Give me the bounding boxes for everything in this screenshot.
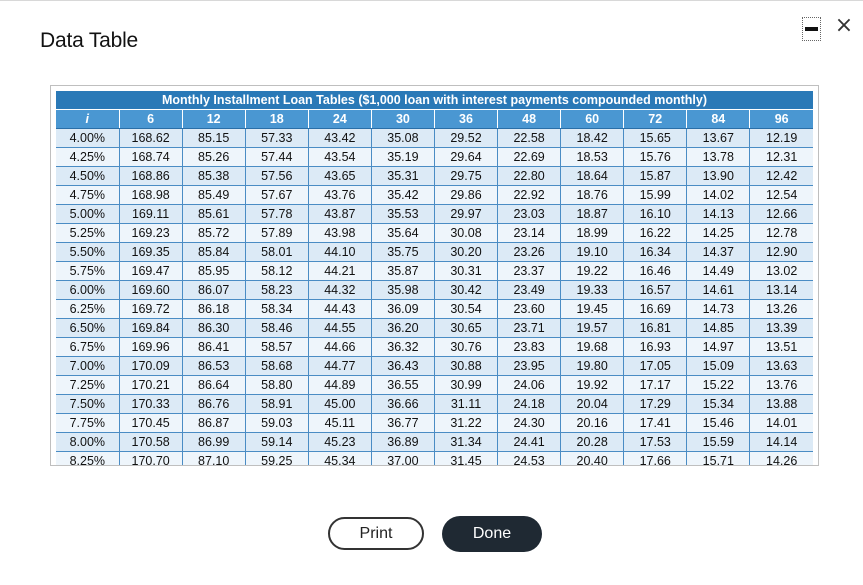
payment-cell: 36.32 [371, 337, 434, 356]
payment-cell: 12.78 [750, 223, 813, 242]
rate-cell: 6.25% [56, 299, 119, 318]
payment-cell: 57.56 [245, 166, 308, 185]
table-row [56, 166, 813, 185]
payment-cell: 23.71 [498, 318, 561, 337]
rate-cell: 7.00% [56, 356, 119, 375]
payment-cell: 19.80 [561, 356, 624, 375]
payment-cell: 86.18 [182, 299, 245, 318]
payment-cell: 168.98 [119, 185, 182, 204]
rate-cell: 5.00% [56, 204, 119, 223]
payment-cell: 18.99 [561, 223, 624, 242]
payment-cell: 23.14 [498, 223, 561, 242]
payment-cell: 18.76 [561, 185, 624, 204]
payment-cell: 85.61 [182, 204, 245, 223]
payment-cell: 43.98 [308, 223, 371, 242]
payment-cell: 12.90 [750, 242, 813, 261]
payment-cell: 15.34 [687, 394, 750, 413]
payment-cell: 85.26 [182, 147, 245, 166]
payment-cell: 22.69 [498, 147, 561, 166]
payment-cell: 59.14 [245, 432, 308, 451]
payment-cell: 29.86 [434, 185, 497, 204]
payment-cell: 14.14 [750, 432, 813, 451]
payment-cell: 45.00 [308, 394, 371, 413]
payment-cell: 19.92 [561, 375, 624, 394]
loan-installment-table [56, 91, 813, 466]
payment-cell: 58.01 [245, 242, 308, 261]
payment-cell: 15.99 [624, 185, 687, 204]
payment-cell: 31.45 [434, 451, 497, 466]
payment-cell: 30.20 [434, 242, 497, 261]
payment-cell: 29.75 [434, 166, 497, 185]
header-cell-months: 18 [245, 109, 308, 128]
table-row [56, 223, 813, 242]
payment-cell: 35.87 [371, 261, 434, 280]
table-row [56, 356, 813, 375]
payment-cell: 13.02 [750, 261, 813, 280]
rate-cell: 5.25% [56, 223, 119, 242]
header-cell-months: 6 [119, 109, 182, 128]
payment-cell: 23.37 [498, 261, 561, 280]
payment-cell: 36.77 [371, 413, 434, 432]
payment-cell: 86.30 [182, 318, 245, 337]
payment-cell: 17.66 [624, 451, 687, 466]
payment-cell: 44.10 [308, 242, 371, 261]
minimize-button[interactable] [802, 17, 821, 41]
payment-cell: 17.17 [624, 375, 687, 394]
payment-cell: 170.58 [119, 432, 182, 451]
payment-cell: 35.53 [371, 204, 434, 223]
payment-cell: 85.38 [182, 166, 245, 185]
payment-cell: 169.96 [119, 337, 182, 356]
payment-cell: 14.85 [687, 318, 750, 337]
payment-cell: 58.57 [245, 337, 308, 356]
payment-cell: 59.03 [245, 413, 308, 432]
payment-cell: 20.40 [561, 451, 624, 466]
payment-cell: 30.65 [434, 318, 497, 337]
payment-cell: 58.68 [245, 356, 308, 375]
table-row [56, 337, 813, 356]
payment-cell: 29.64 [434, 147, 497, 166]
header-cell-months: 30 [371, 109, 434, 128]
close-button[interactable] [833, 15, 855, 37]
payment-cell: 15.76 [624, 147, 687, 166]
table-row [56, 299, 813, 318]
table-row [56, 432, 813, 451]
payment-cell: 23.26 [498, 242, 561, 261]
payment-cell: 19.33 [561, 280, 624, 299]
table-row [56, 280, 813, 299]
payment-cell: 168.86 [119, 166, 182, 185]
payment-cell: 36.09 [371, 299, 434, 318]
payment-cell: 14.26 [750, 451, 813, 466]
payment-cell: 13.67 [687, 128, 750, 147]
rate-cell: 8.00% [56, 432, 119, 451]
payment-cell: 85.95 [182, 261, 245, 280]
rate-cell: 6.50% [56, 318, 119, 337]
payment-cell: 169.72 [119, 299, 182, 318]
payment-cell: 35.98 [371, 280, 434, 299]
payment-cell: 13.90 [687, 166, 750, 185]
table-row [56, 242, 813, 261]
payment-cell: 12.31 [750, 147, 813, 166]
payment-cell: 35.08 [371, 128, 434, 147]
table-body [56, 128, 813, 466]
table-container [56, 91, 813, 466]
payment-cell: 86.53 [182, 356, 245, 375]
payment-cell: 13.51 [750, 337, 813, 356]
payment-cell: 30.99 [434, 375, 497, 394]
payment-cell: 169.35 [119, 242, 182, 261]
payment-cell: 19.57 [561, 318, 624, 337]
payment-cell: 23.49 [498, 280, 561, 299]
payment-cell: 29.52 [434, 128, 497, 147]
payment-cell: 169.23 [119, 223, 182, 242]
payment-cell: 58.80 [245, 375, 308, 394]
header-cell-months: 36 [434, 109, 497, 128]
payment-cell: 170.21 [119, 375, 182, 394]
payment-cell: 57.44 [245, 147, 308, 166]
payment-cell: 85.72 [182, 223, 245, 242]
table-row [56, 185, 813, 204]
payment-cell: 23.60 [498, 299, 561, 318]
table-row [56, 128, 813, 147]
table-row [56, 318, 813, 337]
table-caption: Monthly Installment Loan Tables ($1,000 loan with interest payments compounded monthly) [56, 91, 813, 109]
payment-cell: 85.15 [182, 128, 245, 147]
payment-cell: 14.01 [750, 413, 813, 432]
payment-cell: 14.73 [687, 299, 750, 318]
payment-cell: 18.53 [561, 147, 624, 166]
payment-cell: 13.88 [750, 394, 813, 413]
payment-cell: 16.46 [624, 261, 687, 280]
table-row [56, 204, 813, 223]
payment-cell: 31.11 [434, 394, 497, 413]
payment-cell: 30.31 [434, 261, 497, 280]
rate-cell: 4.75% [56, 185, 119, 204]
payment-cell: 19.68 [561, 337, 624, 356]
payment-cell: 169.11 [119, 204, 182, 223]
payment-cell: 15.09 [687, 356, 750, 375]
payment-cell: 86.76 [182, 394, 245, 413]
payment-cell: 30.76 [434, 337, 497, 356]
payment-cell: 13.14 [750, 280, 813, 299]
payment-cell: 57.33 [245, 128, 308, 147]
payment-cell: 23.95 [498, 356, 561, 375]
rate-cell: 5.75% [56, 261, 119, 280]
rate-cell: 5.50% [56, 242, 119, 261]
payment-cell: 168.74 [119, 147, 182, 166]
rate-cell: 4.00% [56, 128, 119, 147]
payment-cell: 17.53 [624, 432, 687, 451]
payment-cell: 19.45 [561, 299, 624, 318]
header-cell-months: 24 [308, 109, 371, 128]
payment-cell: 44.77 [308, 356, 371, 375]
close-icon: × [834, 13, 854, 38]
payment-cell: 58.46 [245, 318, 308, 337]
payment-cell: 30.42 [434, 280, 497, 299]
rate-cell: 6.00% [56, 280, 119, 299]
payment-cell: 22.58 [498, 128, 561, 147]
dialog-title: Data Table [40, 29, 139, 52]
payment-cell: 86.64 [182, 375, 245, 394]
payment-cell: 18.87 [561, 204, 624, 223]
payment-cell: 43.42 [308, 128, 371, 147]
payment-cell: 58.91 [245, 394, 308, 413]
payment-cell: 20.04 [561, 394, 624, 413]
header-cell-interest-rate: i [56, 109, 119, 128]
payment-cell: 24.06 [498, 375, 561, 394]
payment-cell: 17.41 [624, 413, 687, 432]
payment-cell: 18.64 [561, 166, 624, 185]
payment-cell: 12.66 [750, 204, 813, 223]
payment-cell: 45.11 [308, 413, 371, 432]
payment-cell: 35.31 [371, 166, 434, 185]
payment-cell: 169.84 [119, 318, 182, 337]
payment-cell: 31.22 [434, 413, 497, 432]
payment-cell: 85.49 [182, 185, 245, 204]
payment-cell: 15.87 [624, 166, 687, 185]
table-row [56, 413, 813, 432]
payment-cell: 17.05 [624, 356, 687, 375]
payment-cell: 15.46 [687, 413, 750, 432]
payment-cell: 86.99 [182, 432, 245, 451]
rate-cell: 4.50% [56, 166, 119, 185]
done-button[interactable]: Done [442, 516, 542, 552]
table-header-row [56, 109, 813, 128]
payment-cell: 15.71 [687, 451, 750, 466]
payment-cell: 36.55 [371, 375, 434, 394]
table-scroll-area[interactable] [50, 85, 819, 466]
payment-cell: 59.25 [245, 451, 308, 466]
payment-cell: 35.75 [371, 242, 434, 261]
rate-cell: 7.50% [56, 394, 119, 413]
header-cell-months: 72 [624, 109, 687, 128]
payment-cell: 14.49 [687, 261, 750, 280]
payment-cell: 14.61 [687, 280, 750, 299]
payment-cell: 20.28 [561, 432, 624, 451]
payment-cell: 16.10 [624, 204, 687, 223]
payment-cell: 14.37 [687, 242, 750, 261]
payment-cell: 14.13 [687, 204, 750, 223]
payment-cell: 36.43 [371, 356, 434, 375]
table-row [56, 394, 813, 413]
header-cell-months: 48 [498, 109, 561, 128]
payment-cell: 12.19 [750, 128, 813, 147]
payment-cell: 45.23 [308, 432, 371, 451]
payment-cell: 35.19 [371, 147, 434, 166]
payment-cell: 23.83 [498, 337, 561, 356]
payment-cell: 35.42 [371, 185, 434, 204]
payment-cell: 170.70 [119, 451, 182, 466]
table-row [56, 261, 813, 280]
payment-cell: 24.30 [498, 413, 561, 432]
payment-cell: 44.43 [308, 299, 371, 318]
payment-cell: 30.54 [434, 299, 497, 318]
payment-cell: 14.97 [687, 337, 750, 356]
payment-cell: 14.25 [687, 223, 750, 242]
payment-cell: 43.54 [308, 147, 371, 166]
payment-cell: 16.22 [624, 223, 687, 242]
payment-cell: 44.21 [308, 261, 371, 280]
payment-cell: 35.64 [371, 223, 434, 242]
payment-cell: 16.93 [624, 337, 687, 356]
payment-cell: 44.66 [308, 337, 371, 356]
payment-cell: 57.78 [245, 204, 308, 223]
payment-cell: 57.67 [245, 185, 308, 204]
print-button[interactable]: Print [328, 517, 424, 550]
payment-cell: 15.22 [687, 375, 750, 394]
table-row [56, 375, 813, 394]
payment-cell: 170.33 [119, 394, 182, 413]
payment-cell: 169.60 [119, 280, 182, 299]
payment-cell: 19.22 [561, 261, 624, 280]
payment-cell: 37.00 [371, 451, 434, 466]
table-row [56, 147, 813, 166]
payment-cell: 13.76 [750, 375, 813, 394]
payment-cell: 13.63 [750, 356, 813, 375]
rate-cell: 7.25% [56, 375, 119, 394]
payment-cell: 16.69 [624, 299, 687, 318]
payment-cell: 85.84 [182, 242, 245, 261]
payment-cell: 18.42 [561, 128, 624, 147]
payment-cell: 44.55 [308, 318, 371, 337]
payment-cell: 19.10 [561, 242, 624, 261]
payment-cell: 23.03 [498, 204, 561, 223]
payment-cell: 44.32 [308, 280, 371, 299]
header-cell-months: 96 [750, 109, 813, 128]
rate-cell: 4.25% [56, 147, 119, 166]
payment-cell: 169.47 [119, 261, 182, 280]
payment-cell: 86.07 [182, 280, 245, 299]
header-cell-months: 60 [561, 109, 624, 128]
payment-cell: 45.34 [308, 451, 371, 466]
payment-cell: 22.80 [498, 166, 561, 185]
payment-cell: 36.89 [371, 432, 434, 451]
minimize-icon [805, 27, 818, 31]
payment-cell: 36.20 [371, 318, 434, 337]
payment-cell: 30.88 [434, 356, 497, 375]
payment-cell: 57.89 [245, 223, 308, 242]
payment-cell: 170.09 [119, 356, 182, 375]
payment-cell: 16.81 [624, 318, 687, 337]
payment-cell: 15.59 [687, 432, 750, 451]
payment-cell: 16.57 [624, 280, 687, 299]
payment-cell: 36.66 [371, 394, 434, 413]
payment-cell: 13.26 [750, 299, 813, 318]
payment-cell: 31.34 [434, 432, 497, 451]
payment-cell: 44.89 [308, 375, 371, 394]
payment-cell: 86.87 [182, 413, 245, 432]
payment-cell: 30.08 [434, 223, 497, 242]
payment-cell: 17.29 [624, 394, 687, 413]
payment-cell: 29.97 [434, 204, 497, 223]
payment-cell: 43.76 [308, 185, 371, 204]
payment-cell: 13.78 [687, 147, 750, 166]
payment-cell: 22.92 [498, 185, 561, 204]
table-caption-row [56, 91, 813, 109]
payment-cell: 13.39 [750, 318, 813, 337]
payment-cell: 20.16 [561, 413, 624, 432]
payment-cell: 24.41 [498, 432, 561, 451]
payment-cell: 86.41 [182, 337, 245, 356]
table-row [56, 451, 813, 466]
payment-cell: 24.18 [498, 394, 561, 413]
header-cell-months: 84 [687, 109, 750, 128]
payment-cell: 58.34 [245, 299, 308, 318]
rate-cell: 8.25% [56, 451, 119, 466]
payment-cell: 24.53 [498, 451, 561, 466]
payment-cell: 14.02 [687, 185, 750, 204]
payment-cell: 170.45 [119, 413, 182, 432]
payment-cell: 58.23 [245, 280, 308, 299]
payment-cell: 12.42 [750, 166, 813, 185]
payment-cell: 168.62 [119, 128, 182, 147]
payment-cell: 43.87 [308, 204, 371, 223]
payment-cell: 16.34 [624, 242, 687, 261]
rate-cell: 7.75% [56, 413, 119, 432]
rate-cell: 6.75% [56, 337, 119, 356]
payment-cell: 15.65 [624, 128, 687, 147]
payment-cell: 12.54 [750, 185, 813, 204]
payment-cell: 43.65 [308, 166, 371, 185]
header-cell-months: 12 [182, 109, 245, 128]
payment-cell: 58.12 [245, 261, 308, 280]
payment-cell: 87.10 [182, 451, 245, 466]
